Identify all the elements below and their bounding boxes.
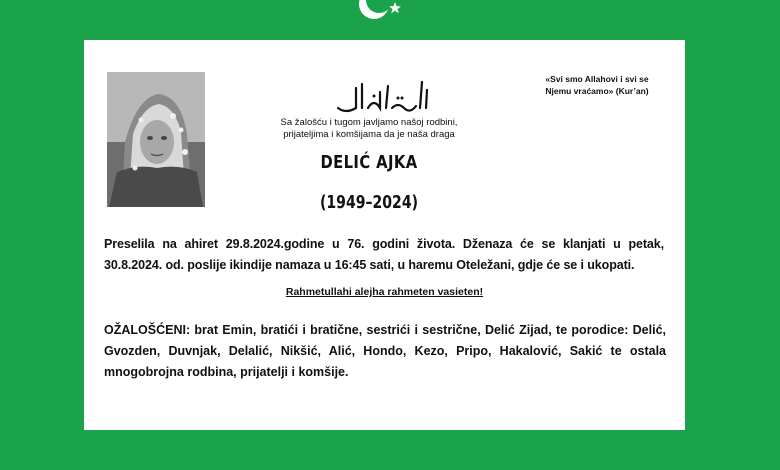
arabic-calligraphy [332, 74, 432, 118]
prayer-line [84, 286, 685, 298]
deceased-photo [107, 72, 205, 207]
mourners-list: OŽALOŠĆENI: brat Emin, bratići i bratične, sestrići i sestrične, Delić Zijad, te porodice: Delić, Gvozden, Duvnjak, Delalić, Nikšić, Alić, Hondo, Kezo, Pripo, Hakalović, Sakić te ostala mnogobrojna rodbina, prijatelji i komšije. [104, 323, 666, 379]
funeral-details: Preselila na ahiret 29.8.2024.godine u 76. godini života. Dženaza će se klanjati u petak, 30.8.2024. od. poslije ikindije namaza u 16:45 sati, u haremu Oteležani, gdje će se i ukopati. [104, 237, 664, 272]
intro-line-2: prijateljima i komšijama da je naša draga [283, 129, 455, 140]
prayer-text: Rahmetullahi alejha rahmeten vasieten! [285, 286, 484, 298]
quote-line-1: «Svi smo Allahovi i svi se [545, 74, 649, 84]
quran-quote [512, 73, 682, 97]
intro-text [244, 117, 494, 141]
obituary-card [84, 40, 685, 430]
deceased-name: DELIĆ AJKA [320, 152, 418, 173]
life-years: (1949–2024) [319, 192, 419, 213]
intro-line-1: Sa žalošću i tugom javljamo našoj rodbini, [280, 117, 458, 128]
quote-line-2: Njemu vraćamo» (Kur’an) [545, 86, 649, 96]
crescent-star-icon [348, 0, 412, 30]
